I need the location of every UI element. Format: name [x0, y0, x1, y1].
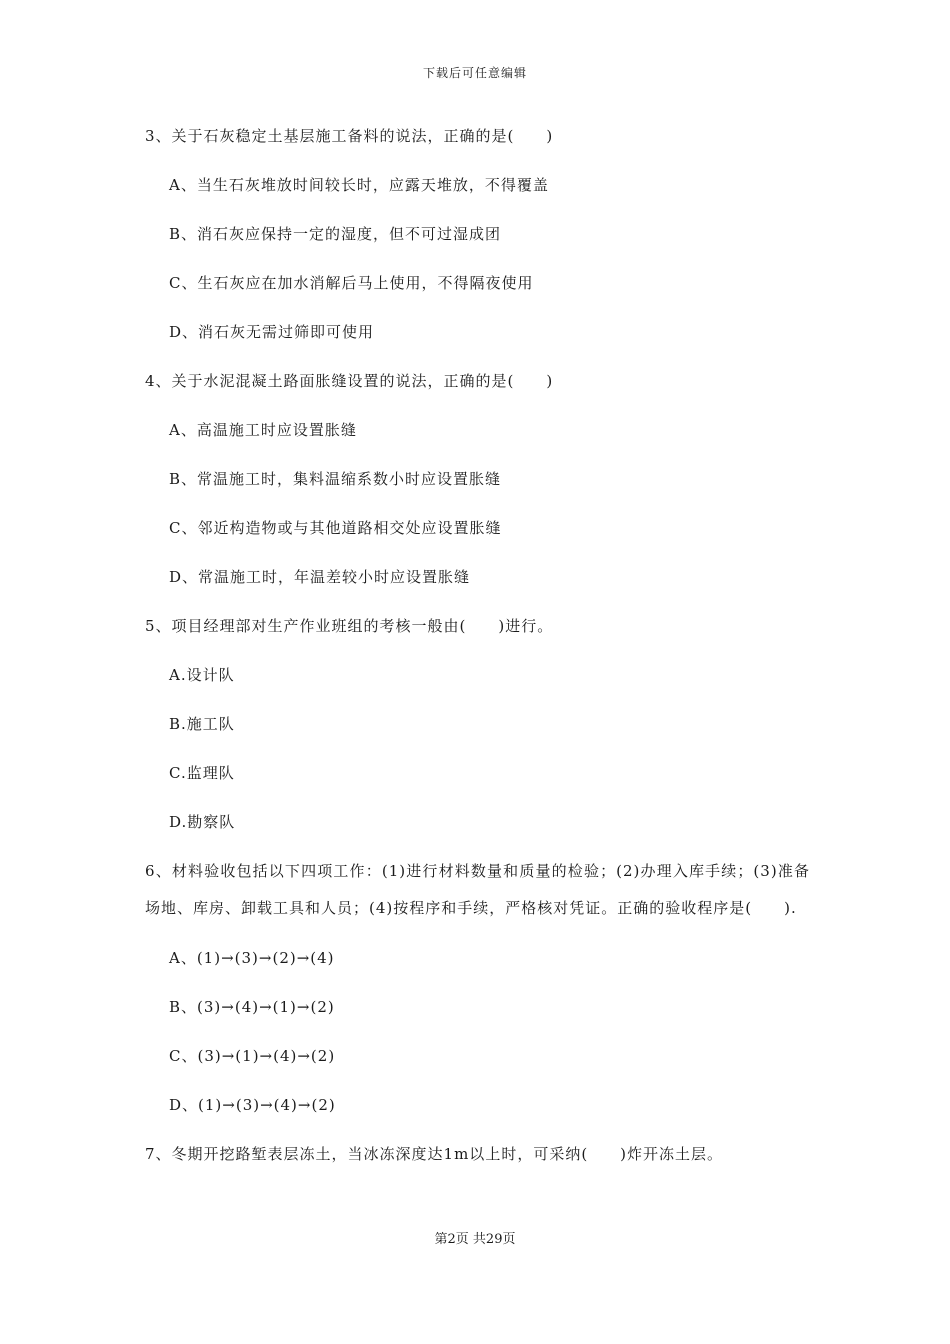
option-6d: D、(1)→(3)→(4)→(2) [169, 1096, 336, 1114]
option-4c: C、邻近构造物或与其他道路相交处应设置胀缝 [169, 519, 502, 537]
option-5c: C.监理队 [169, 764, 235, 782]
option-3c: C、生石灰应在加水消解后马上使用，不得隔夜使用 [169, 274, 534, 292]
option-5d: D.勘察队 [169, 813, 236, 831]
question-4: 4、关于水泥混凝土路面胀缝设置的说法，正确的是( ) [145, 372, 554, 390]
page-footer: 第2页 共29页 [434, 1232, 516, 1247]
question-5: 5、项目经理部对生产作业班组的考核一般由( )进行。 [145, 617, 554, 635]
option-5a: A.设计队 [169, 666, 235, 684]
option-6c: C、(3)→(1)→(4)→(2) [169, 1047, 336, 1065]
option-4d: D、常温施工时，年温差较小时应设置胀缝 [169, 568, 471, 586]
option-4a: A、高温施工时应设置胀缝 [169, 421, 357, 439]
option-6b: B、(3)→(4)→(1)→(2) [169, 998, 335, 1016]
page-header: 下载后可任意编辑 [422, 66, 527, 80]
question-3: 3、关于石灰稳定土基层施工备料的说法，正确的是( ) [145, 127, 554, 145]
question-6: 6、材料验收包括以下四项工作：(1)进行材料数量和质量的检验；(2)办理入库手续；(3)准备场地、库房、卸载工具和人员；(4)按程序和手续，严格核对凭证。正确的验收程序是( ). [145, 862, 810, 917]
option-3b: B、消石灰应保持一定的湿度，但不可过湿成团 [169, 225, 502, 243]
question-list [145, 124, 810, 1191]
option-3a: A、当生石灰堆放时间较长时，应露天堆放，不得覆盖 [169, 176, 549, 194]
option-3d: D、消石灰无需过筛即可使用 [169, 323, 375, 341]
option-4b: B、常温施工时，集料温缩系数小时应设置胀缝 [169, 470, 502, 488]
option-6a: A、(1)→(3)→(2)→(4) [169, 949, 335, 967]
option-5b: B.施工队 [169, 715, 235, 733]
question-7: 7、冬期开挖路堑表层冻土，当冰冻深度达1m以上时，可采纳( )炸开冻土层。 [145, 1145, 724, 1163]
